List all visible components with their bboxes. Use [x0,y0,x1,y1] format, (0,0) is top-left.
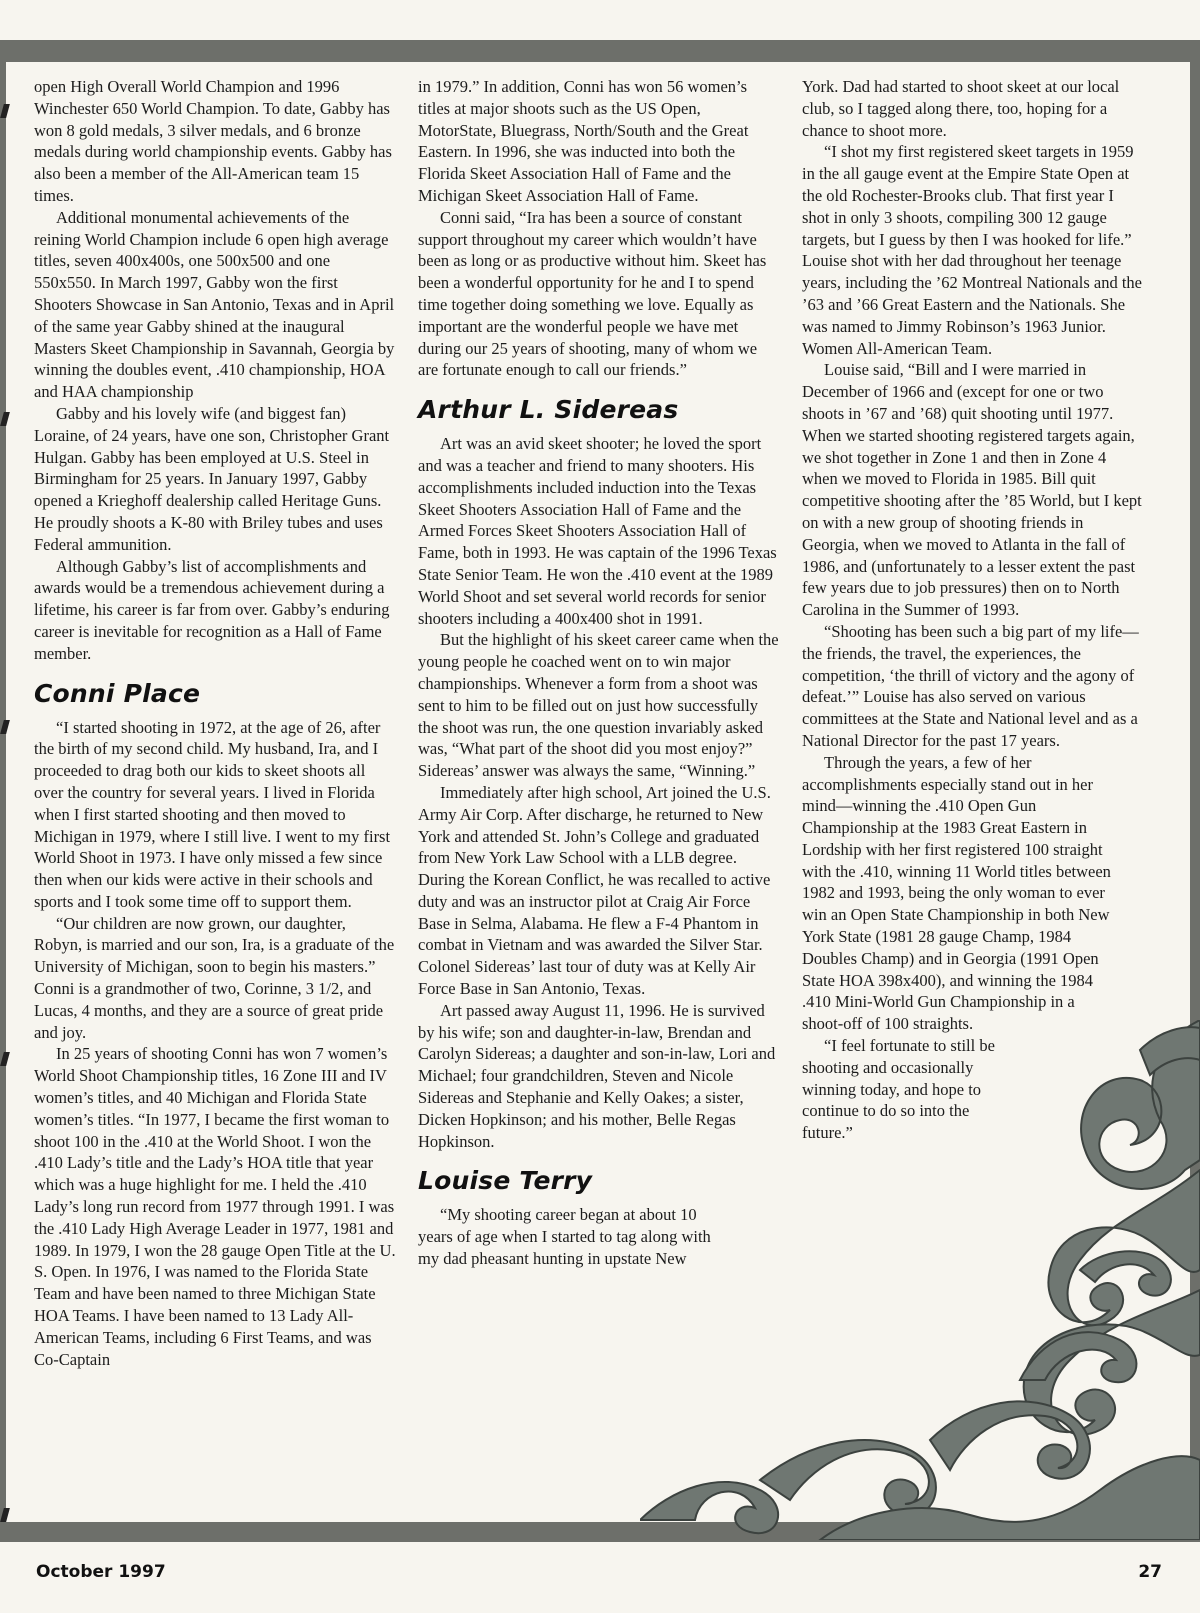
paragraph: open High Overall World Champion and 1996 Winchester 650 World Champion. To date, Gabby has won 8 gold medals, 3 silver medals, and 6 bronze medals during world championship events. Gabby has also been a member of the All-American team 15 times. [34,77,392,205]
paragraph: York. Dad had started to shoot skeet at our local club, so I tagged along there, too, hoping for a chance to shoot more. [802,77,1120,140]
paragraph: Art passed away August 11, 1996. He is survived by his wife; son and daughter-in-law, Brendan and Carolyn Sidereas; a daughter and son-in-law, Lori and Michael; four grandchildren, Steven and Nicole Sidereas and Stephanie and Kelly Oakes; a sister, Dicken Hopkinson; and his mother, Belle Regas Hopkinson. [418,1000,776,1151]
paragraph: Gabby and his lovely wife (and biggest fan) Loraine, of 24 years, have one son, Christopher Grant Hulgan. Gabby has been employed at U.S. Steel in Birmingham for 25 years. In January 1997, Gabby opened a Krieghoff dealership called Heritage Guns. He proudly shoots a K-80 with Briley tubes and uses Federal ammunition. [34,403,390,554]
paragraph: “I started shooting in 1972, at the age of 26, after the birth of my second child. My husband, Ira, and I proceeded to drag both our kids to skeet shoots all over the country for several years. I lived in Florida when I first started shooting and then moved to Michigan in 1979, where I still live. I went to my first World Shoot in 1973. I have only missed a few since then when our kids were active in their schools and sports and I took some time off to support them. [34,717,391,911]
paragraph: Immediately after high school, Art joined the U.S. Army Air Corp. After discharge, he returned to New York and attended St. John’s College and graduated from New York Law School with a LLB degree. During the Korean Conflict, he was recalled to active duty and was an instructor pilot at Craig Air Force Base in Selma, Alabama. He flew a F-4 Phantom in combat in Vietnam and was awarded the Silver Star. Colonel Sidereas’ last tour of duty was at Kelly Air Force Base in San Antonio, Texas. [418,782,771,999]
paragraph: “My shooting career began at about 10 years of age when I started to tag along with my dad pheasant hunting in upstate New [418,1205,711,1269]
paragraph: Louise said, “Bill and I were married in December of 1966 and (except for one or two shoots in ’67 and ’68) quit shooting until 1977. When we started shooting registered targets again, we shot together in Zone 1 and then in Zone 4 when we moved to Florida in 1985. Bill quit competitive shooting after the ’85 World, but I kept on with a new group of shooting friends in Georgia, when we moved to Atlanta in the fall of 1986, and (unfortunately to a lesser extent the past few years due to job pressures) then on to North Carolina in the Summer of 1993. [802,360,1142,620]
column-middle [418,76,780,1270]
paragraph: Additional monumental achievements of the reining World Champion include 6 open high average titles, seven 400x400s, one 500x500 and one 550x550. In March 1997, Gabby won the first Shooters Showcase in San Antonio, Texas and in April of the same year Gabby shined at the inaugural Masters Skeet Championship in Savannah, Georgia by winning the doubles event, .410 championship, HOA and HAA championship [34,207,395,402]
paragraph: Through the years, a few of her accomplishments especially stand out in her mind—winning the .410 Open Gun Championship at the 1983 Great Eastern in Lordship with her first registered 100 straight with the .410, winning 11 World titles between 1982 and 1993, being the only woman to ever win an Open State Championship in both New York State (1981 28 gauge Champ, 1984 Doubles Champ) and in Georgia (1991 Open State HOA 398x400), and winning the 1984 .410 Mini-World Gun Championship in a shoot-off of 100 straights. [802,752,1111,1034]
column-left [34,76,396,1370]
column-right [802,76,1142,1144]
paragraph: “Shooting has been such a big part of my life—the friends, the travel, the experiences, the competition, ‘the thrill of victory and the agony of defeat.’” Louise has also served on various committees at the State and National level and as a National Director for the past 17 years. [802,621,1139,750]
paragraph: Art was an avid skeet shooter; he loved the sport and was a teacher and friend to many shooters. His accomplishments included induction into the Texas Skeet Shooters Association Hall of Fame and the Armed Forces Skeet Shooters Association Hall of Fame, both in 1993. He was captain of the 1996 Texas State Senior Team. He won the .410 event at the 1989 World Shoot and set several world records for senior shooters including a 400x400 shot in 1991. [418,434,777,628]
paragraph: “Our children are now grown, our daughter, Robyn, is married and our son, Ira, is a graduate of the University of Michigan, soon to begin his masters.” Conni is a grandmother of two, Corinne, 3 1/2, and Lucas, 4 months, and they are a source of great pride and joy. [34,913,395,1042]
paragraph: Conni said, “Ira has been a source of constant support throughout my career which wouldn’t have been as long or as productive without him. Skeet has been a wonderful opportunity for he and I to spend time together doing something we love. Equally as important are the wonderful people we have met during our 25 years of shooting, many of whom we are fortunate enough to call our friends.” [418,207,767,380]
paragraph: Although Gabby’s list of accomplishments and awards would be a tremendous achievement during a lifetime, his career is far from over. Gabby’s enduring career is inevitable for recognition as a Hall of Fame member. [34,556,390,663]
section-heading-arthur-sidereas: Arthur L. Sidereas [418,395,679,425]
page-number: 27 [1138,1562,1162,1582]
section-heading-louise-terry: Louise Terry [418,1166,593,1196]
paragraph: “I feel fortunate to still be shooting and occasionally winning today, and hope to continue to do so into the future.” [802,1036,995,1143]
issue-date: October 1997 [36,1562,166,1582]
paragraph: But the highlight of his skeet career came when the young people he coached went on to win major championships. Whenever a form from a shoot was sent to him to be filled out on just how successfully the shoot was run, the one question invariably asked was, “What part of the shoot did you most enjoy?” Sidereas’ answer was always the same, “Winning.” [418,630,779,781]
paragraph: In 25 years of shooting Conni has won 7 women’s World Shoot Championship titles, 16 Zone III and IV women’s titles, and 40 Michigan and Florida State women’s titles. “In 1977, I became the first woman to shoot 100 in the .410 at the World Shoot. I won the .410 Lady’s title and the Lady’s HOA title that year which was a huge highlight for me. I held the .410 Lady’s long run record from 1977 through 1991. I was the .410 Lady High Average Leader in 1977, 1981 and 1989. In 1979, I won the 28 gauge Open Title at the U. S. Open. In 1976, I was named to the Florida State Team and have been named to three Michigan State HOA Teams. I have been named to 13 Lady All-American Teams, including 6 First Teams, and was Co-Captain [34,1044,396,1369]
paragraph: in 1979.” In addition, Conni has won 56 women’s titles at major shoots such as the US Open, MotorState, Bluegrass, North/South and the Great Eastern. In 1996, she was inducted into both the Florida Skeet Association Hall of Fame and the Michigan Skeet Association Hall of Fame. [418,77,749,205]
left-border-band [0,40,6,1540]
top-border-band [0,40,1200,62]
paragraph: “I shot my first registered skeet targets in 1959 in the all gauge event at the Empire State Open at the old Rochester-Brooks club. That first year I shot in only 3 shoots, compiling 300 12 gauge targets, but I guess by then I was hooked for life.” Louise shot with her dad throughout her teenage years, including the ’62 Montreal Nationals and the ’63 and ’66 Great Eastern and the Nationals. She was named to Jimmy Robinson’s 1963 Junior. Women All-American Team. [802,142,1142,358]
section-heading-conni-place: Conni Place [34,678,201,708]
